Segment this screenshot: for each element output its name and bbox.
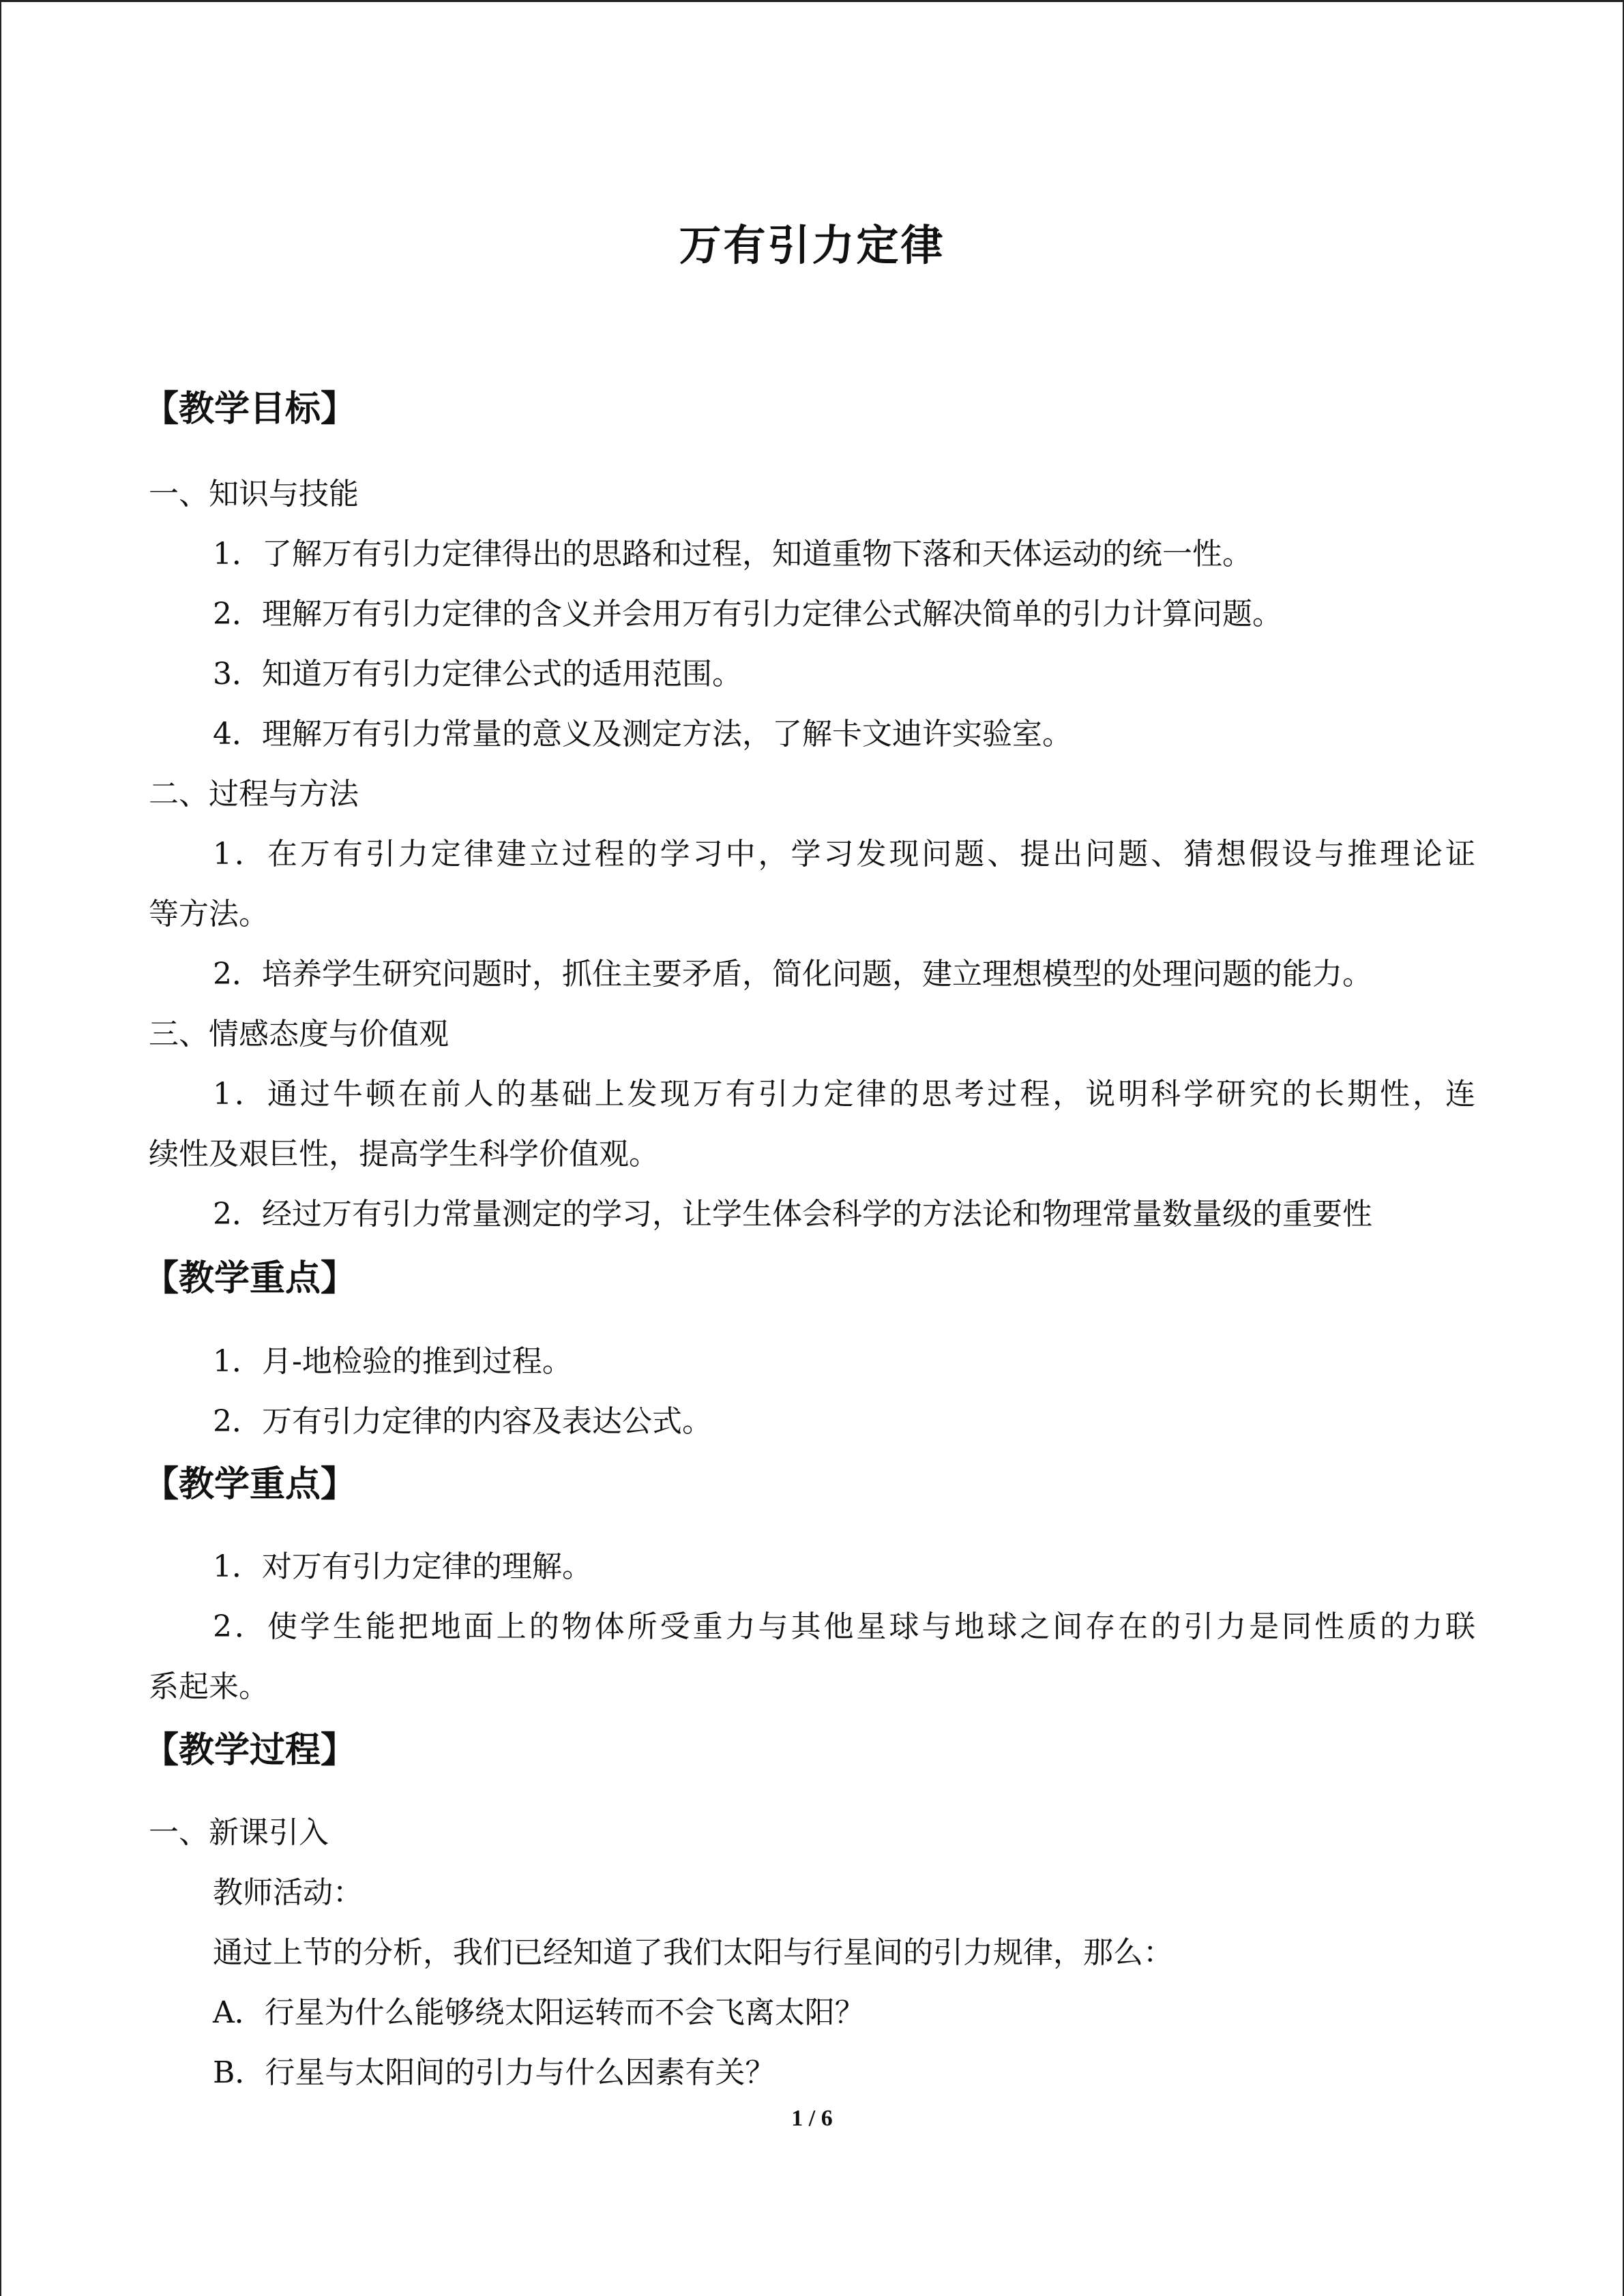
paragraph-line: 系起来。 (149, 1669, 269, 1704)
subheading-knowledge-skills: 一、知识与技能 (149, 477, 359, 511)
paragraph-line: 续性及艰巨性，提高学生科学价值观。 (149, 1137, 659, 1172)
paragraph-line: 通过上节的分析，我们已经知道了我们太阳与行星间的引力规律，那么： (213, 1935, 1173, 1970)
section-heading-process: 【教学过程】 (143, 1730, 357, 1771)
list-item: 1．月-地检验的推到过程。 (213, 1344, 572, 1379)
document-title: 万有引力定律 (679, 220, 945, 270)
paragraph-line: 教师活动： (213, 1875, 363, 1910)
list-item: 4．理解万有引力常量的意义及测定方法，了解卡文迪许实验室。 (213, 717, 1072, 751)
list-item: B．行星与太阳间的引力与什么因素有关？ (213, 2055, 776, 2090)
list-item: 1．对万有引力定律的理解。 (213, 1549, 592, 1584)
list-item: 2．培养学生研究问题时，抓住主要矛盾，简化问题，建立理想模型的处理问题的能力。 (213, 957, 1372, 992)
paragraph-line: 1．通过牛顿在前人的基础上发现万有引力定律的思考过程，说明科学研究的长期性，连 (213, 1077, 1475, 1112)
list-item: 2．万有引力定律的内容及表达公式。 (213, 1404, 712, 1439)
page-number: 1 / 6 (791, 2106, 833, 2131)
section-heading-difficult-points: 【教学重点】 (143, 1464, 357, 1505)
list-item: A．行星为什么能够绕太阳运转而不会飞离太阳？ (213, 1995, 865, 2030)
subheading-new-lesson: 一、新课引入 (149, 1815, 329, 1850)
list-item: 1．了解万有引力定律得出的思路和过程，知道重物下落和天体运动的统一性。 (213, 537, 1252, 571)
section-heading-objectives: 【教学目标】 (143, 389, 357, 430)
subheading-process-methods: 二、过程与方法 (149, 777, 359, 811)
list-item: 2．理解万有引力定律的含义并会用万有引力定律公式解决简单的引力计算问题。 (213, 597, 1282, 631)
list-item: 2．经过万有引力常量测定的学习，让学生体会科学的方法论和物理常量数量级的重要性 (213, 1197, 1372, 1232)
paragraph-line: 等方法。 (149, 897, 269, 931)
paragraph-line: 1．在万有引力定律建立过程的学习中，学习发现问题、提出问题、猜想假设与推理论证 (213, 837, 1475, 871)
paragraph-line: 2．使学生能把地面上的物体所受重力与其他星球与地球之间存在的引力是同性质的力联 (213, 1609, 1475, 1644)
subheading-attitudes-values: 三、情感态度与价值观 (149, 1017, 449, 1052)
section-heading-key-points: 【教学重点】 (143, 1258, 357, 1299)
list-item: 3．知道万有引力定律公式的适用范围。 (213, 657, 742, 691)
